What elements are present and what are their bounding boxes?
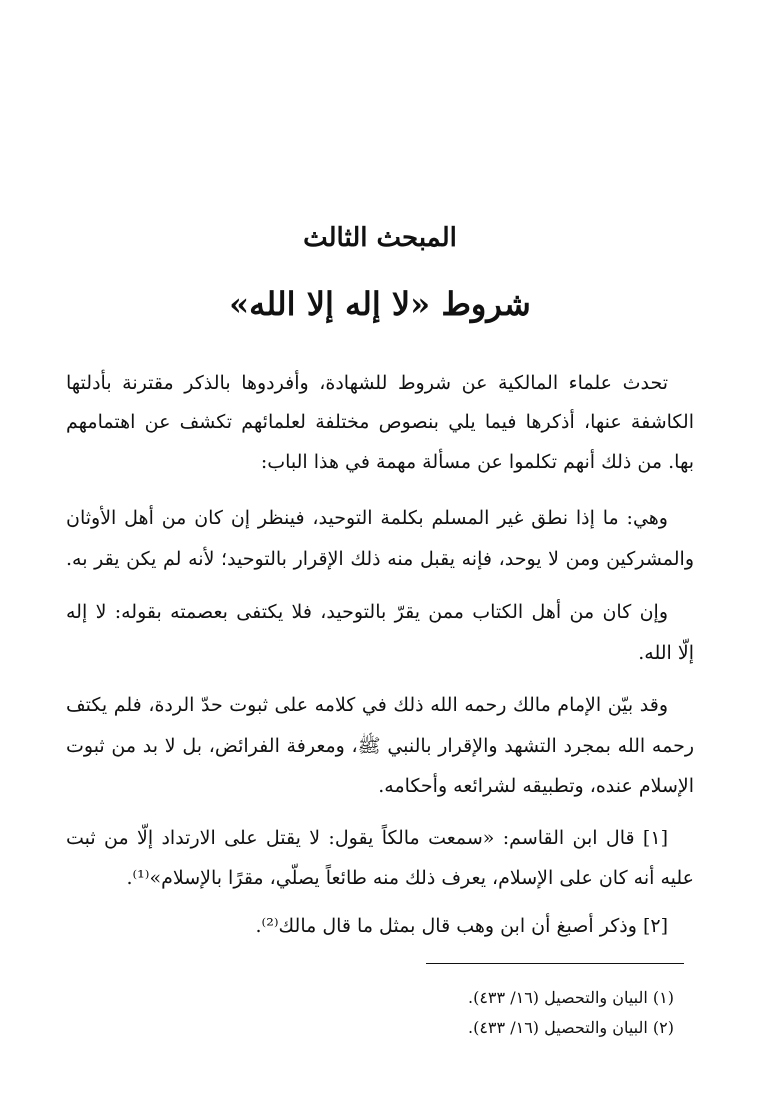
paragraph-line: [١] قال ابن القاسم: «سمعت مالكاً يقول: لا يقتل على الارتداد إلّا من ثبت	[66, 827, 668, 849]
paragraph-line: [٢] وذكر أصبغ أن ابن وهب قال بمثل ما قال مالك⁽²⁾.	[255, 915, 668, 937]
footnote: (٢) البيان والتحصيل (١٦/ ٤٣٣).	[468, 1018, 674, 1037]
paragraph-line: إلّا الله.	[638, 642, 694, 664]
footnote-divider	[426, 963, 684, 964]
paragraph-line: رحمه الله بمجرد التشهد والإقرار بالنبي ﷺ، ومعرفة الفرائض، بل لا بد من ثبوت	[66, 735, 694, 757]
paragraph-line: الإسلام عنده، وتطبيقه لشرائعه وأحكامه.	[378, 775, 694, 797]
chapter-heading: المبحث الثالث	[303, 223, 457, 253]
paragraph-line: عليه أنه كان على الإسلام، يعرف ذلك منه طائعاً يصلّي، مقرًا بالإسلام»⁽¹⁾.	[126, 867, 694, 889]
section-title: شروط «لا إله إلا الله»	[229, 285, 531, 323]
paragraph-line: وقد بيّن الإمام مالك رحمه الله ذلك في كلامه على ثبوت حدّ الردة، فلم يكتف	[66, 694, 668, 716]
paragraph-line: بها. من ذلك أنهم تكلموا عن مسألة مهمة في هذا الباب:	[260, 451, 694, 473]
paragraph-line: وهي: ما إذا نطق غير المسلم بكلمة التوحيد، فينظر إن كان من أهل الأوثان	[66, 507, 668, 529]
paragraph-line: الكاشفة عنها، أذكرها فيما يلي بنصوص مختلفة لعلمائهم تكشف عن اهتمامهم	[66, 411, 694, 433]
paragraph-line: وإن كان من أهل الكتاب ممن يقرّ بالتوحيد، فلا يكتفى بعصمته بقوله: لا إله	[66, 601, 668, 623]
paragraph-line: تحدث علماء المالكية عن شروط للشهادة، وأفردوها بالذكر مقترنة بأدلتها	[66, 372, 668, 394]
paragraph-line: والمشركين ومن لا يوحد، فإنه يقبل منه ذلك الإقرار بالتوحيد؛ لأنه لم يكن يقر به.	[66, 548, 694, 570]
footnote: (١) البيان والتحصيل (١٦/ ٤٣٣).	[468, 988, 674, 1007]
